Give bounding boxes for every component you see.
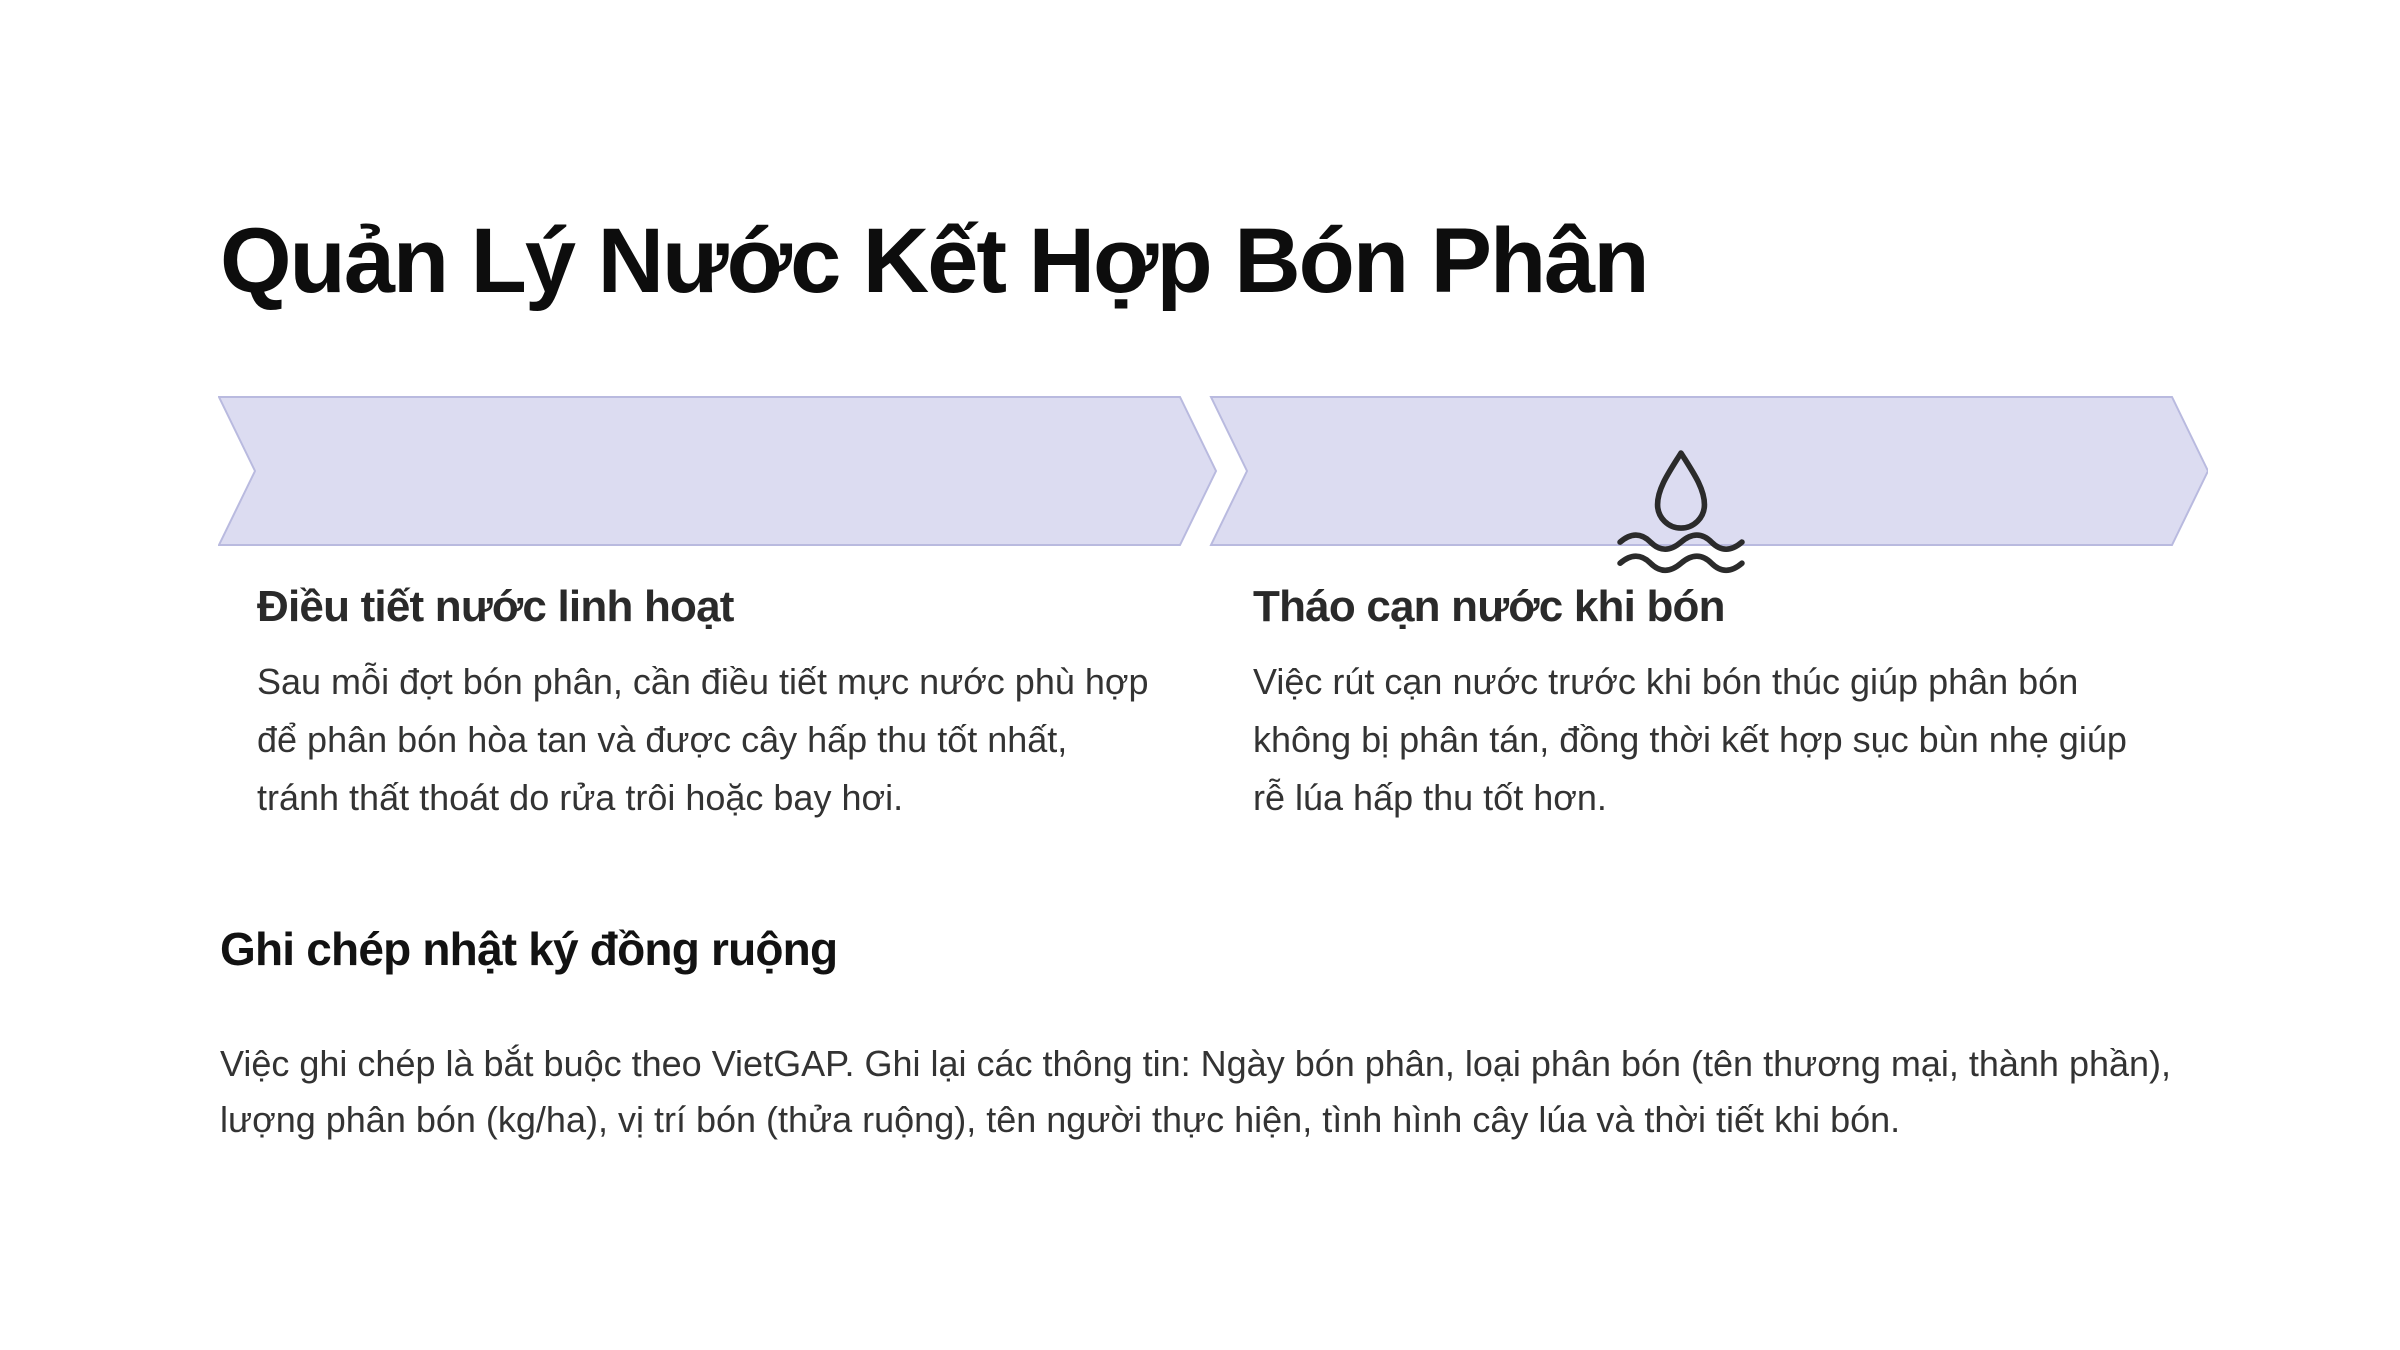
step-card-2 xyxy=(1253,578,2153,827)
process-chevrons xyxy=(218,396,2208,546)
water-drop-icon xyxy=(1680,439,2400,589)
step-card-1 xyxy=(257,578,1157,827)
page-title: Quản Lý Nước Kết Hợp Bón Phân xyxy=(220,210,1648,312)
step-description: Sau mỗi đợt bón phân, cần điều tiết mực nước phù hợp để phân bón hòa tan và được cây hấp thu tốt nhất, tránh thất thoát do rửa trôi hoặc bay hơi. xyxy=(257,661,1149,819)
step-heading: Tháo cạn nước khi bón xyxy=(1253,582,1725,631)
step-heading: Điều tiết nước linh hoạt xyxy=(257,582,734,631)
step-description: Việc rút cạn nước trước khi bón thúc giúp phân bón không bị phân tán, đồng thời kết hợp sục bùn nhẹ giúp rễ lúa hấp thu tốt hơn. xyxy=(1253,661,2127,819)
section-body: Việc ghi chép là bắt buộc theo VietGAP. Ghi lại các thông tin: Ngày bón phân, loại phân bón (tên thương mại, thành phần), lượng phân bón (kg/ha), vị trí bón (thửa ruộng), tên người thực hiện, tình hình cây lúa và thời tiết khi bón. xyxy=(220,1043,2172,1140)
section-heading: Ghi chép nhật ký đồng ruộng xyxy=(220,923,838,975)
